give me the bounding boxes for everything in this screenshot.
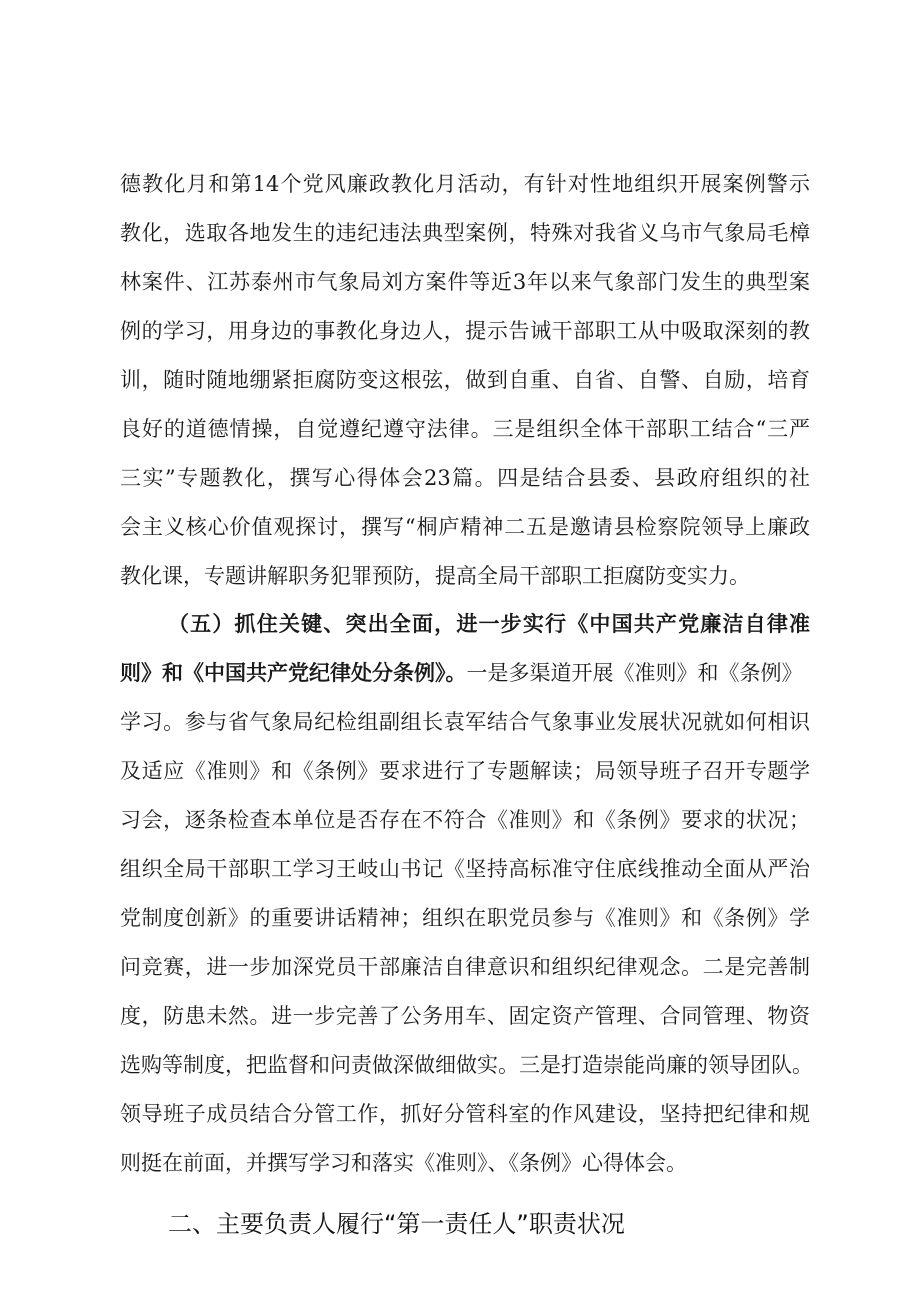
- paragraph-line-15: 组织全局干部职工学习王岐山书记《坚持高标准守住底线推动全面从严治: [120, 857, 810, 881]
- paragraph-line-16: 党制度创新》的重要讲话精神；组织在职党员参与《准则》和《条例》学: [120, 906, 810, 930]
- paragraph-line-3: 林案件、江苏泰州市气象局刘方案件等近3年以来气象部门发生的典型案: [120, 270, 810, 294]
- paragraph-line-19: 选购等制度，把监督和问责做深做细做实。三是打造崇能尚廉的领导团队。: [120, 1053, 813, 1077]
- paragraph-line-7: 三实”专题教化，撰写心得体会23篇。四是结合县委、县政府组织的社: [120, 466, 810, 490]
- paragraph-line-17: 问竞赛，进一步加深党员干部廉洁自律意识和组织纪律观念。二是完善制: [120, 955, 810, 979]
- paragraph-line-5: 训，随时随地绷紧拒腐防变这根弦，做到自重、自省、自警、自励，培育: [120, 368, 810, 392]
- section-five-title-line-1: （五）抓住关键、突出全面，进一步实行《中国共产党廉洁自律准: [168, 612, 810, 636]
- paragraph-line-11-text: 一是多渠道开展《准则》和《条例》: [466, 661, 803, 685]
- paragraph-line-8: 会主义核心价值观探讨，撰写“桐庐精神二五是邀请县检察院领导上廉政: [120, 515, 810, 539]
- paragraph-line-4: 例的学习，用身边的事教化身边人，提示告诫干部职工从中吸取深刻的教: [120, 319, 810, 343]
- paragraph-line-12: 学习。参与省气象局纪检组副组长袁军结合气象事业发展状况就如何相识: [120, 710, 810, 734]
- paragraph-line-6: 良好的道德情操，自觉遵纪遵守法律。三是组织全体干部职工结合“三严: [120, 417, 810, 441]
- paragraph-line-13: 及适应《准则》和《条例》要求进行了专题解读；局领导班子召开专题学: [120, 759, 810, 783]
- section-two-heading: 二、主要负责人履行“第一责任人”职责状况: [168, 1210, 625, 1238]
- section-five-title-line-2: 则》和《中国共产党纪律处分条例》。: [120, 661, 467, 685]
- paragraph-line-18: 度，防患未然。进一步完善了公务用车、固定资产管理、合同管理、物资: [120, 1004, 810, 1028]
- paragraph-line-20: 领导班子成员结合分管工作，抓好分管科室的作风建设，坚持把纪律和规: [120, 1102, 810, 1126]
- paragraph-line-11: [120, 658, 810, 688]
- paragraph-line-14: 习会，逐条检查本单位是否存在不符合《准则》和《条例》要求的状况；: [120, 808, 810, 832]
- paragraph-line-2: 教化，选取各地发生的违纪违法典型案例，特殊对我省义乌市气象局毛樟: [120, 221, 810, 245]
- paragraph-line-1: 德教化月和第14个党风廉政教化月活动，有针对性地组织开展案例警示: [120, 172, 810, 196]
- paragraph-line-9: 教化课，专题讲解职务犯罪预防，提高全局干部职工拒腐防变实力。: [120, 564, 750, 588]
- paragraph-line-21: 则挺在前面，并撰写学习和落实《准则》、《条例》心得体会。: [120, 1151, 687, 1175]
